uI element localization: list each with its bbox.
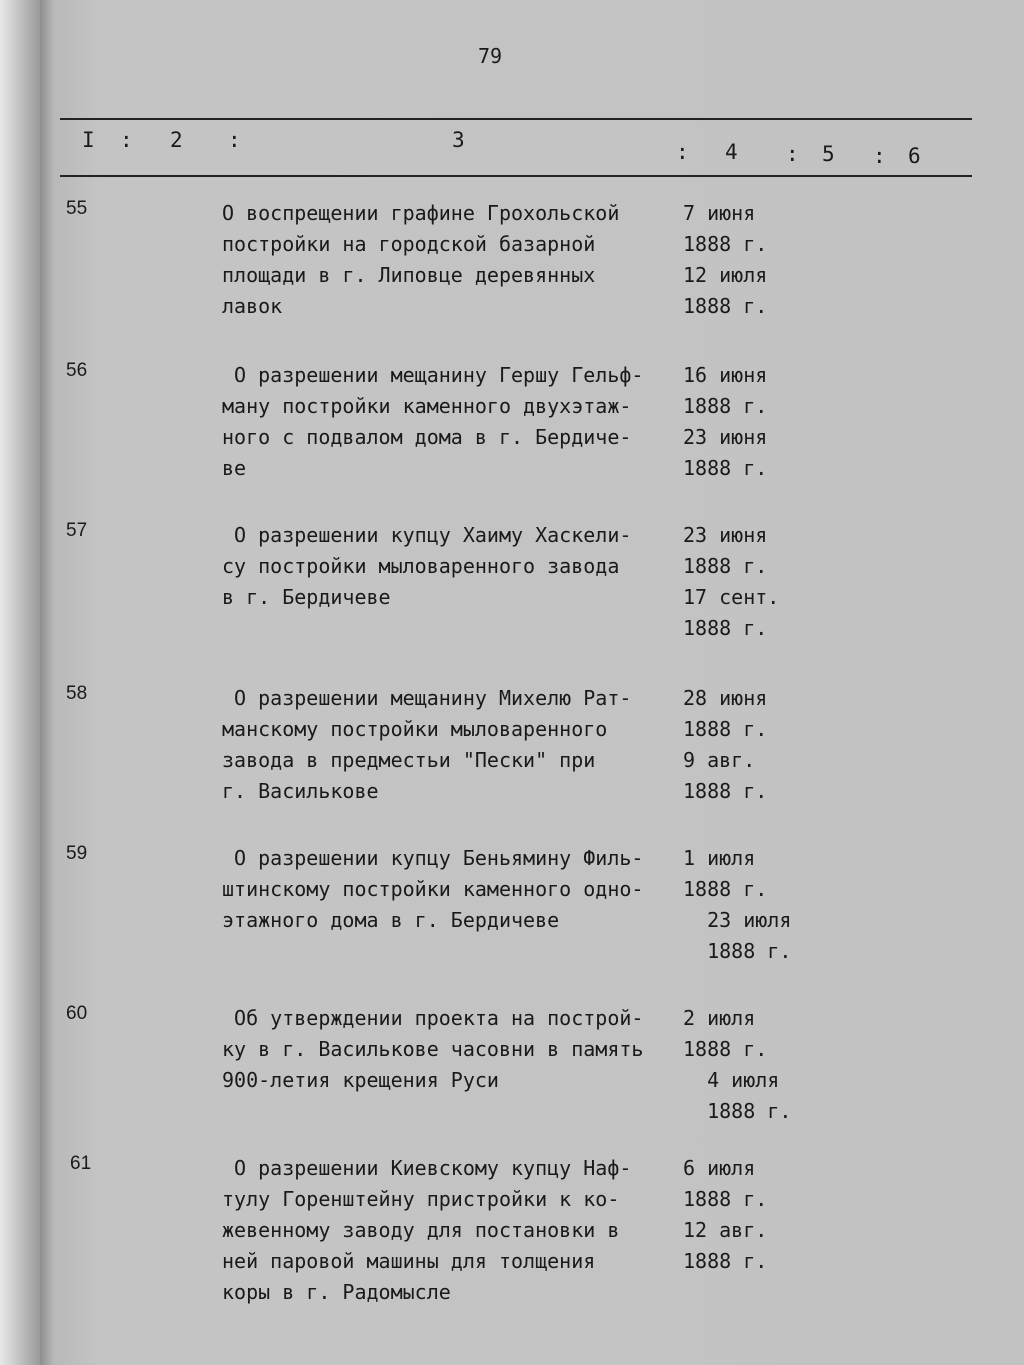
- date-line: 1888 г.: [683, 779, 768, 803]
- description-line: О разрешении мещанину Михелю Рат-: [222, 686, 632, 710]
- description-line: тулу Горенштейну пристройки к ко-: [222, 1187, 620, 1211]
- description-line: площади в г. Липовце деревянных: [222, 263, 596, 287]
- col-sep: :: [873, 144, 886, 168]
- col-1-header: I: [82, 128, 95, 152]
- description-line: ку в г. Василькове часовни в память: [222, 1037, 644, 1061]
- col-6-header: 6: [908, 144, 921, 168]
- entry-dates: [683, 520, 779, 644]
- description-line: этажного дома в г. Бердичеве: [222, 908, 560, 932]
- description-line: су постройки мыловаренного завода: [222, 554, 620, 578]
- col-5-header: 5: [822, 142, 835, 166]
- description-line: О разрешении купцу Хаиму Хаскели-: [222, 523, 632, 547]
- description-line: коры в г. Радомысле: [222, 1280, 451, 1304]
- date-line: 1888 г.: [683, 1187, 768, 1211]
- description-line: О разрешении мещанину Гершу Гельф-: [222, 363, 644, 387]
- entry-description: [222, 683, 692, 807]
- date-line: 1888 г.: [683, 1099, 792, 1123]
- entry-number: 58: [66, 683, 88, 704]
- date-line: 1888 г.: [683, 294, 768, 318]
- col-4-header: 4: [725, 140, 738, 164]
- entry-description: [222, 843, 692, 936]
- entry-number: 59: [66, 843, 88, 864]
- description-line: О воспрещении графине Грохольской: [222, 201, 620, 225]
- date-line: 1888 г.: [683, 939, 792, 963]
- date-line: 1 июля: [683, 846, 756, 870]
- description-line: Об утверждении проекта на построй-: [222, 1006, 644, 1030]
- date-line: 6 июля: [683, 1156, 756, 1180]
- description-line: ве: [222, 456, 247, 480]
- entry-number: 55: [66, 198, 88, 219]
- col-2-header: 2: [170, 128, 183, 152]
- description-line: жевенному заводу для постановки в: [222, 1218, 620, 1242]
- date-line: 2 июля: [683, 1006, 756, 1030]
- date-line: 23 июля: [683, 908, 792, 932]
- description-line: г. Василькове: [222, 779, 379, 803]
- date-line: 23 июня: [683, 425, 768, 449]
- description-line: манскому постройки мыловаренного: [222, 717, 608, 741]
- description-line: в г. Бердичеве: [222, 585, 391, 609]
- entry-description: [222, 1153, 692, 1308]
- date-line: 1888 г.: [683, 1249, 768, 1273]
- entry-dates: [683, 1153, 767, 1277]
- description-line: лавок: [222, 294, 283, 318]
- description-line: 900-летия крещения Руси: [222, 1068, 499, 1092]
- entry-dates: [683, 360, 767, 484]
- description-line: ного с подвалом дома в г. Бердиче-: [222, 425, 632, 449]
- entry-number: 61: [70, 1153, 92, 1174]
- entry-description: [222, 520, 692, 613]
- date-line: 1888 г.: [683, 1037, 768, 1061]
- header-top-rule: [60, 118, 972, 120]
- entry-description: [222, 360, 692, 484]
- date-line: 1888 г.: [683, 616, 768, 640]
- date-line: 9 авг.: [683, 748, 756, 772]
- date-line: 1888 г.: [683, 232, 768, 256]
- date-line: 1888 г.: [683, 877, 768, 901]
- entry-description: [222, 198, 692, 322]
- entry-dates: [683, 198, 767, 322]
- header-bottom-rule: [60, 175, 972, 177]
- col-sep: :: [228, 128, 241, 152]
- entry-number: 60: [66, 1003, 88, 1024]
- date-line: 1888 г.: [683, 456, 768, 480]
- description-line: завода в предместьи "Пески" при: [222, 748, 596, 772]
- description-line: постройки на городской базарной: [222, 232, 596, 256]
- entry-description: [222, 1003, 692, 1096]
- date-line: 1888 г.: [683, 394, 768, 418]
- date-line: 28 июня: [683, 686, 768, 710]
- date-line: 17 сент.: [683, 585, 780, 609]
- book-spine: [0, 0, 40, 1365]
- entry-number: 57: [66, 520, 88, 541]
- entry-number: 56: [66, 360, 88, 381]
- description-line: штинскому постройки каменного одно-: [222, 877, 644, 901]
- col-sep: :: [120, 128, 133, 152]
- description-line: ней паровой машины для толщения: [222, 1249, 596, 1273]
- date-line: 7 июня: [683, 201, 756, 225]
- description-line: ману постройки каменного двухэтаж-: [222, 394, 632, 418]
- date-line: 16 июня: [683, 363, 768, 387]
- date-line: 12 авг.: [683, 1218, 768, 1242]
- entry-dates: [683, 1003, 791, 1127]
- date-line: 1888 г.: [683, 717, 768, 741]
- page-number: 79: [478, 44, 503, 68]
- entry-dates: [683, 683, 767, 807]
- col-sep: :: [676, 140, 689, 164]
- description-line: О разрешении Киевскому купцу Наф-: [222, 1156, 632, 1180]
- col-sep: :: [786, 142, 799, 166]
- entry-dates: [683, 843, 791, 967]
- description-line: О разрешении купцу Беньямину Филь-: [222, 846, 644, 870]
- date-line: 1888 г.: [683, 554, 768, 578]
- date-line: 4 июля: [683, 1068, 780, 1092]
- date-line: 12 июля: [683, 263, 768, 287]
- date-line: 23 июня: [683, 523, 768, 547]
- col-3-header: 3: [452, 128, 465, 152]
